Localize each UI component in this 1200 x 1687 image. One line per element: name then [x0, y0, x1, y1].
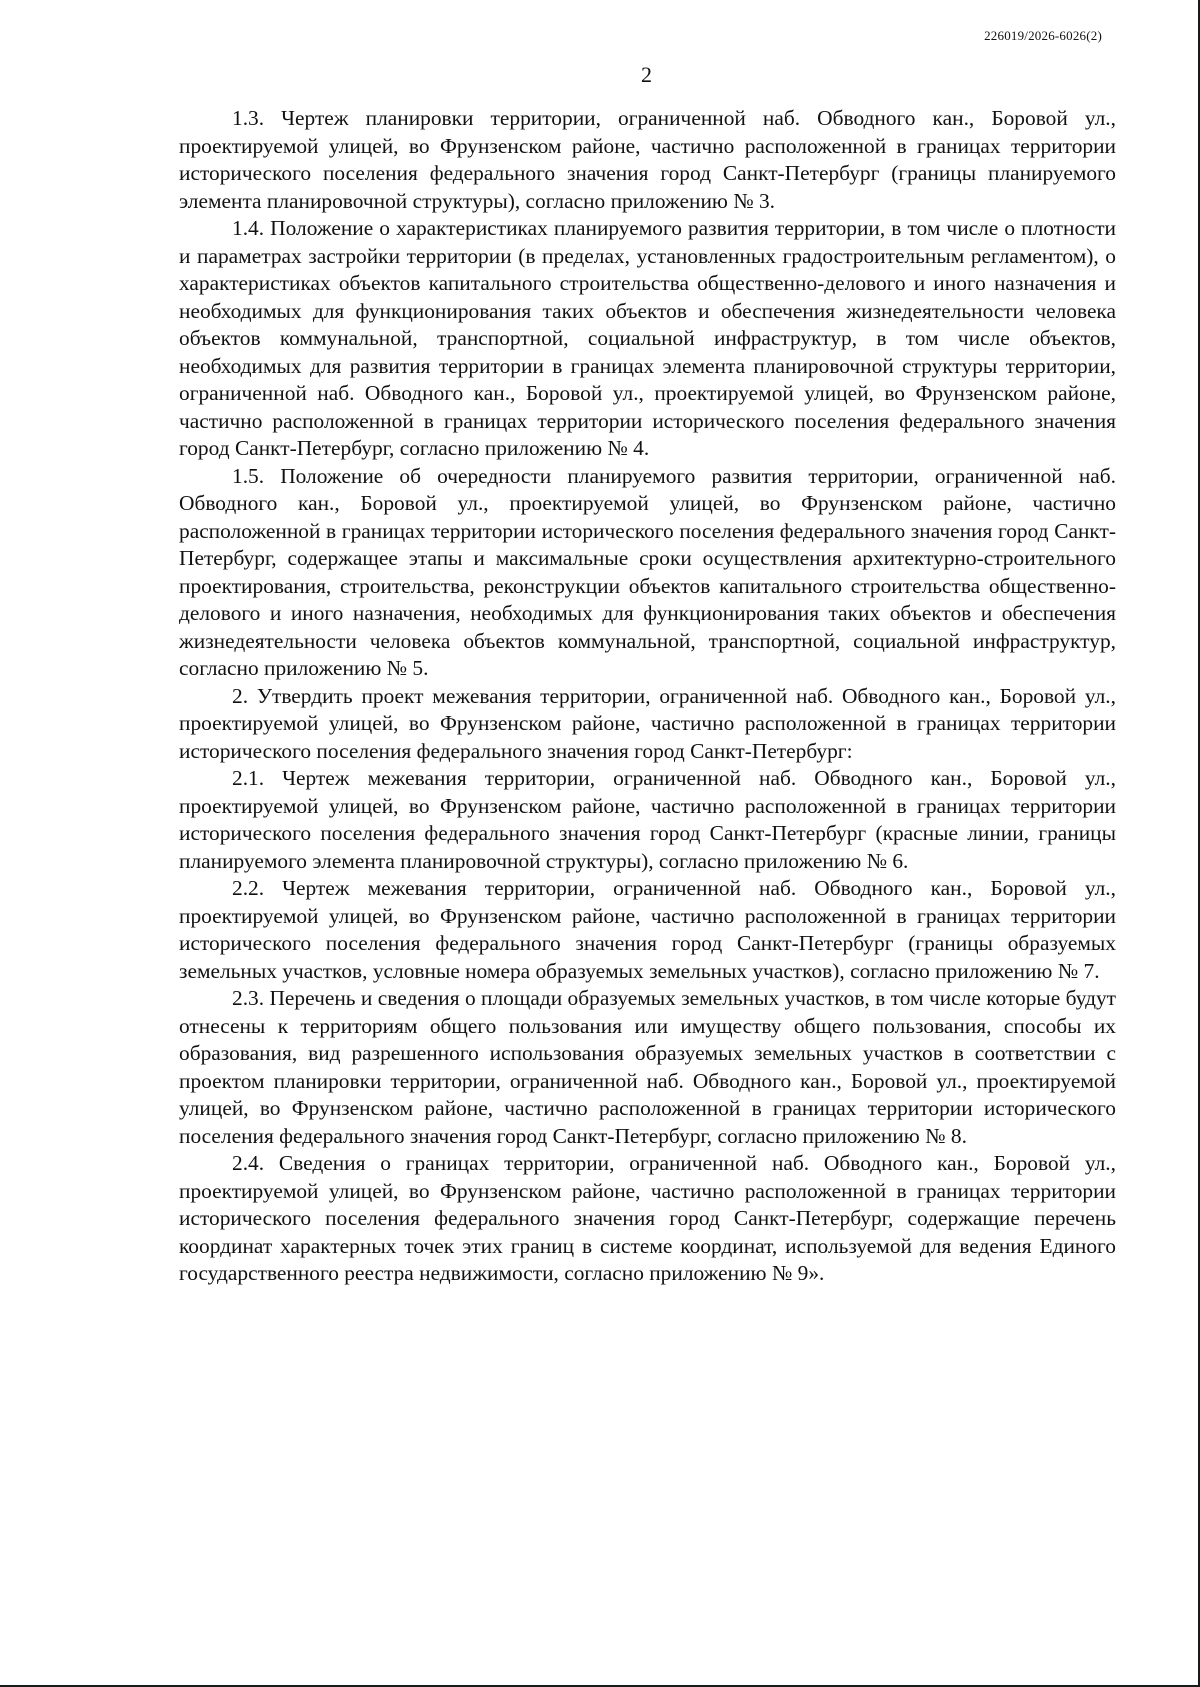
page-number: 2 [641, 62, 652, 87]
paragraph-2-3: 2.3. Перечень и сведения о площади образуемых земельных участков, в том числе которые будут отнесены к территориям общего пользования или имуществу общего пользования, способы их образования, вид разрешенного использования образуемых земельных участков в соответствии с проектом планировки территории, ограниченной наб. Обводного кан., Боровой ул., проектируемой улицей, во Фрунзенском районе, частично расположенной в границах территории исторического поселения федерального значения город Санкт-Петербург, согласно приложению № 8. [179, 986, 1116, 1148]
registration-number: 226019/2026-6026(2) [984, 28, 1102, 43]
paragraph-2-1: 2.1. Чертеж межевания территории, ограниченной наб. Обводного кан., Боровой ул., проектируемой улицей, во Фрунзенском районе, частично расположенной в границах территории исторического поселения федерального значения город Санкт-Петербург (красные линии, границы планируемого элемента планировочной структуры), согласно приложению № 6. [179, 766, 1116, 873]
paragraph-2: 2. Утвердить проект межевания территории, ограниченной наб. Обводного кан., Боровой ул., проектируемой улицей, во Фрунзенском районе, частично расположенной в границах территории исторического поселения федерального значения город Санкт-Петербург: [179, 683, 1116, 763]
paragraph-2-4: 2.4. Сведения о границах территории, ограниченной наб. Обводного кан., Боровой ул., проектируемой улицей, во Фрунзенском районе, частично расположенной в границах территории исторического поселения федерального значения город Санкт-Петербург, содержащие перечень координат характерных точек этих границ в системе координат, используемой для ведения Единого государственного реестра недвижимости, согласно приложению № 9». [179, 1151, 1116, 1285]
paragraph-1-4: 1.4. Положение о характеристиках планируемого развития территории, в том числе о плотности и параметрах застройки территории (в пределах, установленных градостроительным регламентом), о характеристиках объектов капитального строительства общественно-делового и иного назначения и необходимых для функционирования таких объектов и обеспечения жизнедеятельности человека объектов коммунальной, транспортной, социальной инфраструктур, в том числе объектов, необходимых для развития территории в границах элемента планировочной структуры территории, ограниченной наб. Обводного кан., Боровой ул., проектируемой улицей, во Фрунзенском районе, частично расположенной в границах территории исторического поселения федерального значения город Санкт-Петербург, согласно приложению № 4. [179, 216, 1116, 460]
paragraph-2-2: 2.2. Чертеж межевания территории, ограниченной наб. Обводного кан., Боровой ул., проектируемой улицей, во Фрунзенском районе, частично расположенной в границах территории исторического поселения федерального значения город Санкт-Петербург (границы образуемых земельных участков, условные номера образуемых земельных участков), согласно приложению № 7. [179, 876, 1116, 983]
paragraph-1-5: 1.5. Положение об очередности планируемого развития территории, ограниченной наб. Обводного кан., Боровой ул., проектируемой улицей, во Фрунзенском районе, частично расположенной в границах территории исторического поселения федерального значения город Санкт-Петербург, содержащее этапы и максимальные сроки осуществления архитектурно-строительного проектирования, строительства, реконструкции объектов капитального строительства общественно-делового и иного назначения, необходимых для функционирования таких объектов и обеспечения жизнедеятельности человека объектов коммунальной, транспортной, социальной инфраструктур, согласно приложению № 5. [179, 463, 1116, 680]
paragraph-1-3: 1.3. Чертеж планировки территории, ограниченной наб. Обводного кан., Боровой ул., проектируемой улицей, во Фрунзенском районе, частично расположенной в границах территории исторического поселения федерального значения город Санкт-Петербург (границы планируемого элемента планировочной структуры), согласно приложению № 3. [179, 106, 1116, 213]
document-body [179, 105, 1116, 1288]
